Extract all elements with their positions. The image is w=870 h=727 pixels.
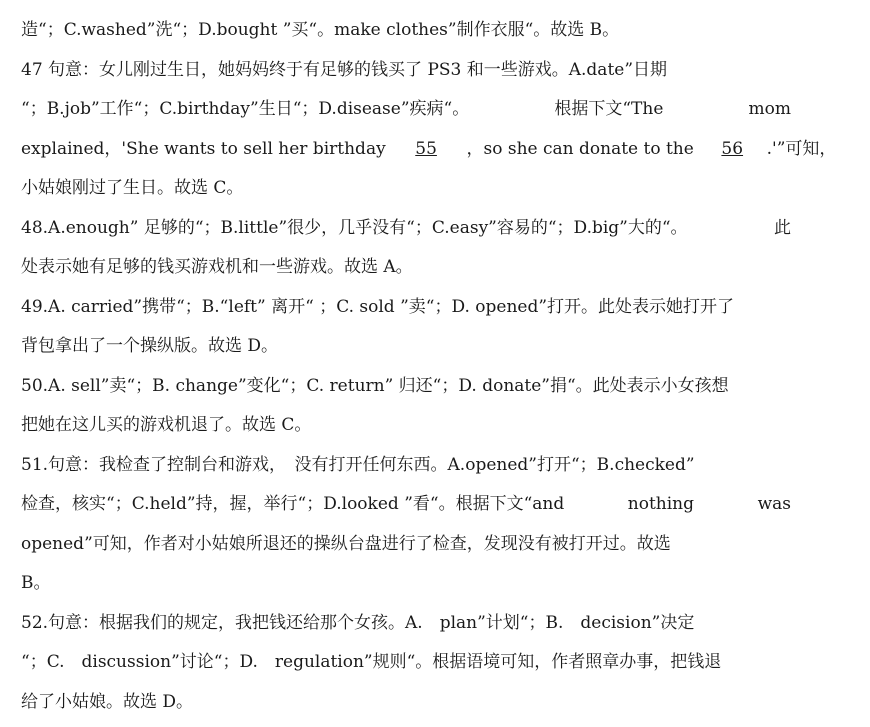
- text-line-4-pre: explained，'She wants to sell her birthday: [21, 139, 386, 159]
- text-line-5: 小姑娘刚过了生日。故选 C。: [21, 178, 244, 198]
- text-line-4: [21, 138, 837, 160]
- text-line-3-left: “；B.job”工作“；C.birthday”生日“；D.disease”疾病“。: [21, 99, 470, 119]
- text-line-3-right: mom: [748, 99, 791, 119]
- text-line-7: 处表示她有足够的钱买游戏机和一些游戏。故选 A。: [21, 257, 413, 277]
- blank-56: 56: [721, 139, 744, 159]
- text-line-12: 51.句意：我检查了控制台和游戏， 没有打开任何东西。A.opened”打开“；B.checked”: [21, 455, 695, 475]
- text-line-6-left: 48.A.enough” 足够的“；B.little”很少，几乎没有“；C.easy”容易的“；D.big”大的“。: [21, 218, 688, 238]
- text-line-3-mid: 根据下文“The: [554, 99, 664, 119]
- text-line-17: “；C. discussion”讨论“；D. regulation”规则“。根据语境可知，作者照章办事，把钱退: [21, 652, 722, 672]
- text-line-2: 47 句意：女儿刚过生日，她妈妈终于有足够的钱买了 PS3 和一些游戏。A.date”日期: [21, 60, 668, 80]
- text-line-13: [21, 493, 791, 515]
- text-line-13-mid: nothing: [627, 494, 695, 514]
- text-line-3: [21, 98, 791, 120]
- text-line-1: 造“；C.washed”洗“；D.bought ”买“。make clothes”制作衣服“。故选 B。: [21, 20, 620, 40]
- text-line-9: 背包拿出了一个操纵版。故选 D。: [21, 336, 279, 356]
- text-line-18: 给了小姑娘。故选 D。: [21, 692, 194, 712]
- text-line-13-left: 检查，核实“；C.held”持，握，举行“；D.looked ”看“。根据下文“and: [21, 494, 565, 514]
- text-line-4-mid: ，so she can donate to the: [466, 139, 694, 159]
- text-line-6: [21, 217, 791, 239]
- text-line-8: 49.A. carried”携带“；B.“left” 离开“ ；C. sold ”卖“；D. opened”打开。此处表示她打开了: [21, 297, 735, 317]
- text-line-16: 52.句意：根据我们的规定，我把钱还给那个女孩。A. plan”计划“；B. decision”决定: [21, 613, 695, 633]
- text-line-4-post: .'”可知，: [766, 139, 837, 159]
- blank-55: 55: [415, 139, 437, 159]
- text-line-6-right: 此: [774, 218, 791, 238]
- text-line-11: 把她在这儿买的游戏机退了。故选 C。: [21, 415, 312, 435]
- text-line-13-right: was: [757, 494, 791, 514]
- text-line-14: opened”可知，作者对小姑娘所退还的操纵台盘进行了检查，发现没有被打开过。故选: [21, 534, 671, 554]
- text-line-10: 50.A. sell”卖“；B. change”变化“；C. return” 归还“；D. donate”捐“。此处表示小女孩想: [21, 376, 729, 396]
- text-line-15: B。: [21, 573, 51, 593]
